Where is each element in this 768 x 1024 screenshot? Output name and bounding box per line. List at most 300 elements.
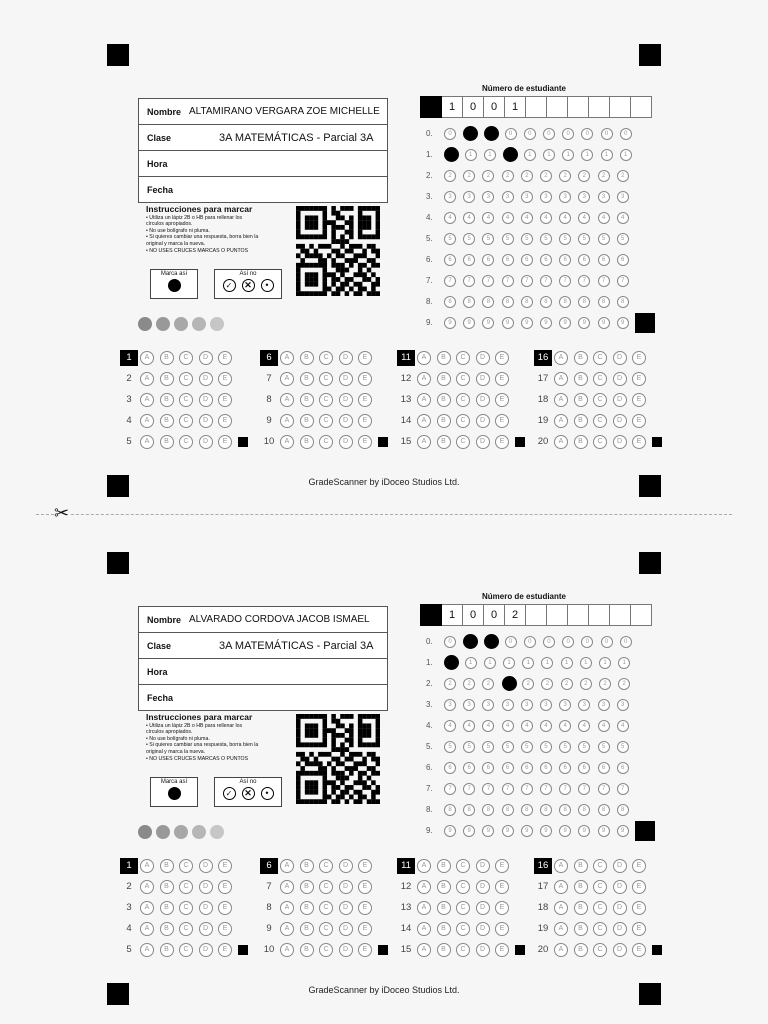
digit-bubble[interactable]: 8 [617,296,629,308]
answer-bubble[interactable]: B [300,943,314,957]
digit-bubble[interactable]: 3 [444,191,456,203]
digit-bubble[interactable]: 7 [482,783,494,795]
digit-bubble[interactable]: 3 [444,699,456,711]
digit-bubble[interactable]: 2 [444,170,456,182]
digit-bubble[interactable]: 8 [463,804,475,816]
digit-bubble[interactable]: 6 [578,254,590,266]
digit-bubble[interactable]: 4 [617,212,629,224]
answer-bubble[interactable]: C [179,435,193,449]
answer-bubble[interactable]: B [574,880,588,894]
answer-bubble[interactable]: E [632,372,646,386]
digit-bubble[interactable]: 5 [463,741,475,753]
digit-bubble[interactable]: 7 [559,783,571,795]
digit-bubble[interactable]: 0 [581,128,593,140]
digit-bubble[interactable]: 3 [502,699,514,711]
answer-bubble[interactable]: A [280,372,294,386]
student-number-digit-box[interactable]: 2 [505,604,526,626]
answer-bubble[interactable]: D [613,435,627,449]
digit-bubble[interactable]: 4 [521,212,533,224]
answer-bubble[interactable]: A [417,372,431,386]
answer-bubble[interactable]: B [160,435,174,449]
digit-bubble[interactable]: 4 [502,212,514,224]
answer-bubble[interactable]: B [160,943,174,957]
answer-bubble[interactable]: E [632,880,646,894]
digit-bubble[interactable]: 0 [505,636,517,648]
answer-bubble[interactable]: B [300,351,314,365]
student-number-digit-box[interactable]: 1 [442,96,463,118]
answer-bubble[interactable]: E [358,880,372,894]
digit-bubble[interactable]: 6 [578,762,590,774]
answer-bubble[interactable]: E [495,901,509,915]
answer-bubble[interactable]: B [437,880,451,894]
digit-bubble[interactable]: 5 [598,741,610,753]
answer-bubble[interactable]: E [218,393,232,407]
digit-bubble[interactable]: 9 [482,825,494,837]
digit-bubble[interactable]: 4 [617,720,629,732]
digit-bubble[interactable]: 5 [463,233,475,245]
answer-bubble[interactable]: A [140,372,154,386]
answer-bubble[interactable]: A [280,393,294,407]
answer-bubble[interactable]: B [300,922,314,936]
answer-bubble[interactable]: C [179,414,193,428]
student-number-digit-box[interactable]: 0 [463,96,484,118]
answer-bubble[interactable]: B [437,351,451,365]
answer-bubble[interactable]: E [358,943,372,957]
answer-bubble[interactable]: A [280,880,294,894]
answer-bubble[interactable]: D [199,435,213,449]
digit-bubble[interactable]: 2 [618,678,630,690]
info-row-nombre[interactable] [139,607,387,633]
answer-bubble[interactable]: A [417,393,431,407]
digit-bubble[interactable]: 7 [598,275,610,287]
answer-bubble[interactable]: E [358,435,372,449]
digit-bubble[interactable]: 8 [559,296,571,308]
digit-bubble[interactable]: 8 [617,804,629,816]
digit-bubble[interactable]: 2 [578,170,590,182]
digit-bubble[interactable]: 7 [444,275,456,287]
digit-bubble-filled[interactable] [484,634,499,649]
digit-bubble[interactable]: 0 [543,636,555,648]
digit-bubble[interactable]: 4 [463,720,475,732]
digit-bubble[interactable]: 6 [463,254,475,266]
answer-bubble[interactable]: E [218,372,232,386]
answer-bubble[interactable]: B [160,372,174,386]
digit-bubble[interactable]: 9 [617,825,629,837]
digit-bubble[interactable]: 8 [482,296,494,308]
answer-bubble[interactable]: D [476,414,490,428]
digit-bubble[interactable]: 9 [598,825,610,837]
digit-bubble[interactable]: 4 [463,212,475,224]
digit-bubble[interactable]: 0 [562,636,574,648]
digit-bubble[interactable]: 1 [522,657,534,669]
answer-bubble[interactable]: D [476,922,490,936]
answer-bubble[interactable]: D [613,414,627,428]
digit-bubble[interactable]: 2 [598,170,610,182]
digit-bubble[interactable]: 7 [578,275,590,287]
digit-bubble[interactable]: 3 [559,191,571,203]
answer-bubble[interactable]: D [199,372,213,386]
digit-bubble[interactable]: 7 [482,275,494,287]
answer-bubble[interactable]: D [339,372,353,386]
student-number-digit-box[interactable]: 0 [463,604,484,626]
student-number-digit-box[interactable] [526,604,547,626]
digit-bubble[interactable]: 3 [540,699,552,711]
digit-bubble[interactable]: 9 [482,317,494,329]
digit-bubble[interactable]: 4 [598,212,610,224]
answer-bubble[interactable]: E [218,922,232,936]
digit-bubble[interactable]: 2 [502,170,514,182]
digit-bubble[interactable]: 3 [540,191,552,203]
answer-bubble[interactable]: B [300,880,314,894]
digit-bubble[interactable]: 3 [578,191,590,203]
student-number-digit-box[interactable]: 0 [484,96,505,118]
answer-bubble[interactable]: C [456,943,470,957]
digit-bubble[interactable]: 7 [463,783,475,795]
digit-bubble[interactable]: 5 [540,233,552,245]
answer-bubble[interactable]: C [456,435,470,449]
answer-bubble[interactable]: E [495,372,509,386]
answer-bubble[interactable]: A [554,880,568,894]
digit-bubble[interactable]: 3 [598,191,610,203]
answer-bubble[interactable]: B [574,351,588,365]
answer-bubble[interactable]: A [140,393,154,407]
digit-bubble[interactable]: 6 [598,762,610,774]
answer-bubble[interactable]: C [179,351,193,365]
digit-bubble[interactable]: 3 [482,699,494,711]
answer-bubble[interactable]: C [319,372,333,386]
digit-bubble-filled[interactable] [503,147,518,162]
digit-bubble[interactable]: 3 [598,699,610,711]
answer-bubble[interactable]: C [456,901,470,915]
answer-bubble[interactable]: D [476,901,490,915]
student-number-digit-box[interactable] [631,96,652,118]
answer-bubble[interactable]: A [417,943,431,957]
info-row-clase[interactable] [139,633,387,659]
digit-bubble[interactable]: 1 [484,657,496,669]
answer-bubble[interactable]: C [593,393,607,407]
digit-bubble[interactable]: 3 [578,699,590,711]
digit-bubble[interactable]: 2 [541,678,553,690]
answer-bubble[interactable]: D [339,859,353,873]
digit-bubble[interactable]: 5 [617,741,629,753]
digit-bubble[interactable]: 9 [578,317,590,329]
answer-bubble[interactable]: C [456,414,470,428]
digit-bubble[interactable]: 5 [502,741,514,753]
digit-bubble[interactable]: 2 [540,170,552,182]
student-number-digit-box[interactable] [589,96,610,118]
digit-bubble[interactable]: 6 [444,254,456,266]
digit-bubble[interactable]: 6 [540,254,552,266]
digit-bubble[interactable]: 4 [444,212,456,224]
digit-bubble[interactable]: 5 [444,741,456,753]
digit-bubble[interactable]: 3 [502,191,514,203]
digit-bubble[interactable]: 1 [541,657,553,669]
answer-bubble[interactable]: D [613,943,627,957]
answer-bubble[interactable]: B [300,859,314,873]
answer-bubble[interactable]: B [300,372,314,386]
student-number-digit-box[interactable] [589,604,610,626]
digit-bubble[interactable]: 8 [482,804,494,816]
digit-bubble[interactable]: 9 [444,825,456,837]
digit-bubble[interactable]: 7 [617,783,629,795]
answer-bubble[interactable]: B [574,859,588,873]
info-row-nombre[interactable] [139,99,387,125]
answer-bubble[interactable]: D [339,393,353,407]
digit-bubble[interactable]: 7 [559,275,571,287]
digit-bubble[interactable]: 0 [543,128,555,140]
answer-bubble[interactable]: B [160,880,174,894]
answer-bubble[interactable]: B [574,901,588,915]
digit-bubble[interactable]: 6 [617,254,629,266]
answer-bubble[interactable]: C [319,414,333,428]
answer-bubble[interactable]: D [339,901,353,915]
digit-bubble[interactable]: 5 [598,233,610,245]
digit-bubble[interactable]: 4 [444,720,456,732]
digit-bubble[interactable]: 1 [601,149,613,161]
answer-bubble[interactable]: C [179,943,193,957]
answer-bubble[interactable]: C [179,880,193,894]
digit-bubble[interactable]: 9 [559,317,571,329]
student-number-digit-box[interactable]: 1 [442,604,463,626]
digit-bubble[interactable]: 1 [581,149,593,161]
answer-bubble[interactable]: C [319,393,333,407]
digit-bubble[interactable]: 0 [620,636,632,648]
digit-bubble[interactable]: 7 [463,275,475,287]
student-number-digit-box[interactable] [568,604,589,626]
answer-bubble[interactable]: B [437,922,451,936]
answer-bubble[interactable]: D [199,859,213,873]
digit-bubble[interactable]: 0 [524,128,536,140]
answer-bubble[interactable]: C [179,393,193,407]
answer-bubble[interactable]: C [456,372,470,386]
answer-bubble[interactable]: B [437,393,451,407]
answer-bubble[interactable]: E [218,901,232,915]
digit-bubble[interactable]: 7 [502,783,514,795]
digit-bubble[interactable]: 1 [465,149,477,161]
digit-bubble[interactable]: 4 [502,720,514,732]
answer-bubble[interactable]: A [280,901,294,915]
answer-bubble[interactable]: E [218,859,232,873]
answer-bubble[interactable]: D [199,880,213,894]
answer-bubble[interactable]: C [319,943,333,957]
answer-bubble[interactable]: C [593,880,607,894]
digit-bubble[interactable]: 0 [444,636,456,648]
digit-bubble[interactable]: 7 [502,275,514,287]
answer-bubble[interactable]: D [199,943,213,957]
answer-bubble[interactable]: C [179,859,193,873]
answer-bubble[interactable]: B [574,372,588,386]
digit-bubble[interactable]: 3 [482,191,494,203]
student-number-digit-box[interactable] [610,604,631,626]
digit-bubble[interactable]: 5 [482,233,494,245]
answer-bubble[interactable]: A [140,435,154,449]
answer-bubble[interactable]: B [437,372,451,386]
digit-bubble-filled[interactable] [463,634,478,649]
answer-bubble[interactable]: E [632,922,646,936]
info-row-fecha[interactable] [139,177,387,202]
digit-bubble[interactable]: 8 [540,804,552,816]
answer-bubble[interactable]: E [358,372,372,386]
digit-bubble[interactable]: 5 [521,233,533,245]
digit-bubble[interactable]: 8 [598,296,610,308]
digit-bubble[interactable]: 3 [521,191,533,203]
answer-bubble[interactable]: B [574,393,588,407]
answer-bubble[interactable]: D [339,351,353,365]
answer-bubble[interactable]: B [574,943,588,957]
answer-bubble[interactable]: A [140,901,154,915]
answer-bubble[interactable]: A [554,922,568,936]
answer-bubble[interactable]: B [160,901,174,915]
answer-bubble[interactable]: C [319,880,333,894]
digit-bubble[interactable]: 0 [524,636,536,648]
answer-bubble[interactable]: B [574,414,588,428]
answer-bubble[interactable]: E [632,943,646,957]
answer-bubble[interactable]: C [593,922,607,936]
digit-bubble[interactable]: 9 [502,317,514,329]
answer-bubble[interactable]: A [140,351,154,365]
answer-bubble[interactable]: E [632,414,646,428]
answer-bubble[interactable]: C [456,859,470,873]
digit-bubble[interactable]: 6 [482,254,494,266]
digit-bubble[interactable]: 9 [578,825,590,837]
digit-bubble[interactable]: 1 [543,149,555,161]
digit-bubble[interactable]: 2 [521,170,533,182]
digit-bubble[interactable]: 1 [503,657,515,669]
student-number-digit-box[interactable] [610,96,631,118]
answer-bubble[interactable]: B [300,414,314,428]
digit-bubble[interactable]: 3 [559,699,571,711]
answer-bubble[interactable]: B [574,922,588,936]
digit-bubble[interactable]: 0 [601,128,613,140]
answer-bubble[interactable]: A [140,943,154,957]
answer-bubble[interactable]: E [495,435,509,449]
answer-bubble[interactable]: C [593,414,607,428]
digit-bubble[interactable]: 4 [559,212,571,224]
answer-bubble[interactable]: C [456,922,470,936]
digit-bubble[interactable]: 1 [580,657,592,669]
digit-bubble[interactable]: 4 [578,720,590,732]
digit-bubble[interactable]: 4 [540,212,552,224]
answer-bubble[interactable]: A [140,880,154,894]
digit-bubble[interactable]: 7 [578,783,590,795]
answer-bubble[interactable]: E [358,393,372,407]
digit-bubble[interactable]: 9 [521,825,533,837]
digit-bubble[interactable]: 8 [598,804,610,816]
digit-bubble[interactable]: 2 [599,678,611,690]
digit-bubble[interactable]: 7 [540,275,552,287]
answer-bubble[interactable]: E [495,859,509,873]
answer-bubble[interactable]: B [300,393,314,407]
answer-bubble[interactable]: A [280,859,294,873]
answer-bubble[interactable]: D [613,922,627,936]
digit-bubble[interactable]: 5 [540,741,552,753]
digit-bubble[interactable]: 7 [444,783,456,795]
digit-bubble[interactable]: 4 [482,212,494,224]
answer-bubble[interactable]: B [160,351,174,365]
answer-bubble[interactable]: B [437,901,451,915]
digit-bubble[interactable]: 1 [561,657,573,669]
digit-bubble-filled[interactable] [484,126,499,141]
digit-bubble[interactable]: 1 [618,657,630,669]
digit-bubble[interactable]: 1 [524,149,536,161]
digit-bubble[interactable]: 8 [578,296,590,308]
digit-bubble[interactable]: 1 [599,657,611,669]
answer-bubble[interactable]: A [280,414,294,428]
answer-bubble[interactable]: A [554,393,568,407]
answer-bubble[interactable]: D [476,880,490,894]
digit-bubble[interactable]: 7 [598,783,610,795]
answer-bubble[interactable]: D [476,393,490,407]
digit-bubble[interactable]: 4 [540,720,552,732]
info-row-hora[interactable] [139,151,387,177]
answer-bubble[interactable]: A [417,859,431,873]
answer-bubble[interactable]: A [554,351,568,365]
digit-bubble[interactable]: 6 [502,254,514,266]
digit-bubble[interactable]: 4 [521,720,533,732]
digit-bubble[interactable]: 2 [561,678,573,690]
answer-bubble[interactable]: A [140,414,154,428]
digit-bubble[interactable]: 6 [598,254,610,266]
student-number-digit-box[interactable] [547,604,568,626]
answer-bubble[interactable]: E [218,943,232,957]
answer-bubble[interactable]: C [593,901,607,915]
answer-bubble[interactable]: E [495,880,509,894]
digit-bubble[interactable]: 9 [463,317,475,329]
digit-bubble[interactable]: 5 [521,741,533,753]
answer-bubble[interactable]: A [554,859,568,873]
answer-bubble[interactable]: B [574,435,588,449]
answer-bubble[interactable]: B [437,414,451,428]
digit-bubble[interactable]: 5 [559,741,571,753]
digit-bubble[interactable]: 1 [562,149,574,161]
answer-bubble[interactable]: A [417,901,431,915]
digit-bubble[interactable]: 9 [444,317,456,329]
answer-bubble[interactable]: C [179,372,193,386]
answer-bubble[interactable]: B [437,943,451,957]
digit-bubble[interactable]: 3 [463,699,475,711]
answer-bubble[interactable]: E [632,859,646,873]
digit-bubble[interactable]: 4 [482,720,494,732]
digit-bubble[interactable]: 9 [521,317,533,329]
digit-bubble[interactable]: 5 [444,233,456,245]
digit-bubble[interactable]: 3 [463,191,475,203]
answer-bubble[interactable]: E [495,351,509,365]
digit-bubble[interactable]: 4 [578,212,590,224]
answer-bubble[interactable]: D [613,859,627,873]
digit-bubble[interactable]: 9 [617,317,629,329]
answer-bubble[interactable]: C [319,859,333,873]
answer-bubble[interactable]: E [632,393,646,407]
digit-bubble[interactable]: 2 [482,678,494,690]
answer-bubble[interactable]: E [358,414,372,428]
answer-bubble[interactable]: C [456,880,470,894]
answer-bubble[interactable]: E [632,351,646,365]
digit-bubble[interactable]: 6 [617,762,629,774]
answer-bubble[interactable]: D [613,901,627,915]
digit-bubble[interactable]: 0 [562,128,574,140]
digit-bubble[interactable]: 6 [559,254,571,266]
answer-bubble[interactable]: E [218,880,232,894]
answer-bubble[interactable]: A [417,435,431,449]
digit-bubble[interactable]: 2 [522,678,534,690]
digit-bubble[interactable]: 2 [482,170,494,182]
answer-bubble[interactable]: D [476,351,490,365]
answer-bubble[interactable]: D [339,880,353,894]
answer-bubble[interactable]: E [218,414,232,428]
digit-bubble[interactable]: 9 [598,317,610,329]
answer-bubble[interactable]: C [319,435,333,449]
digit-bubble[interactable]: 2 [444,678,456,690]
